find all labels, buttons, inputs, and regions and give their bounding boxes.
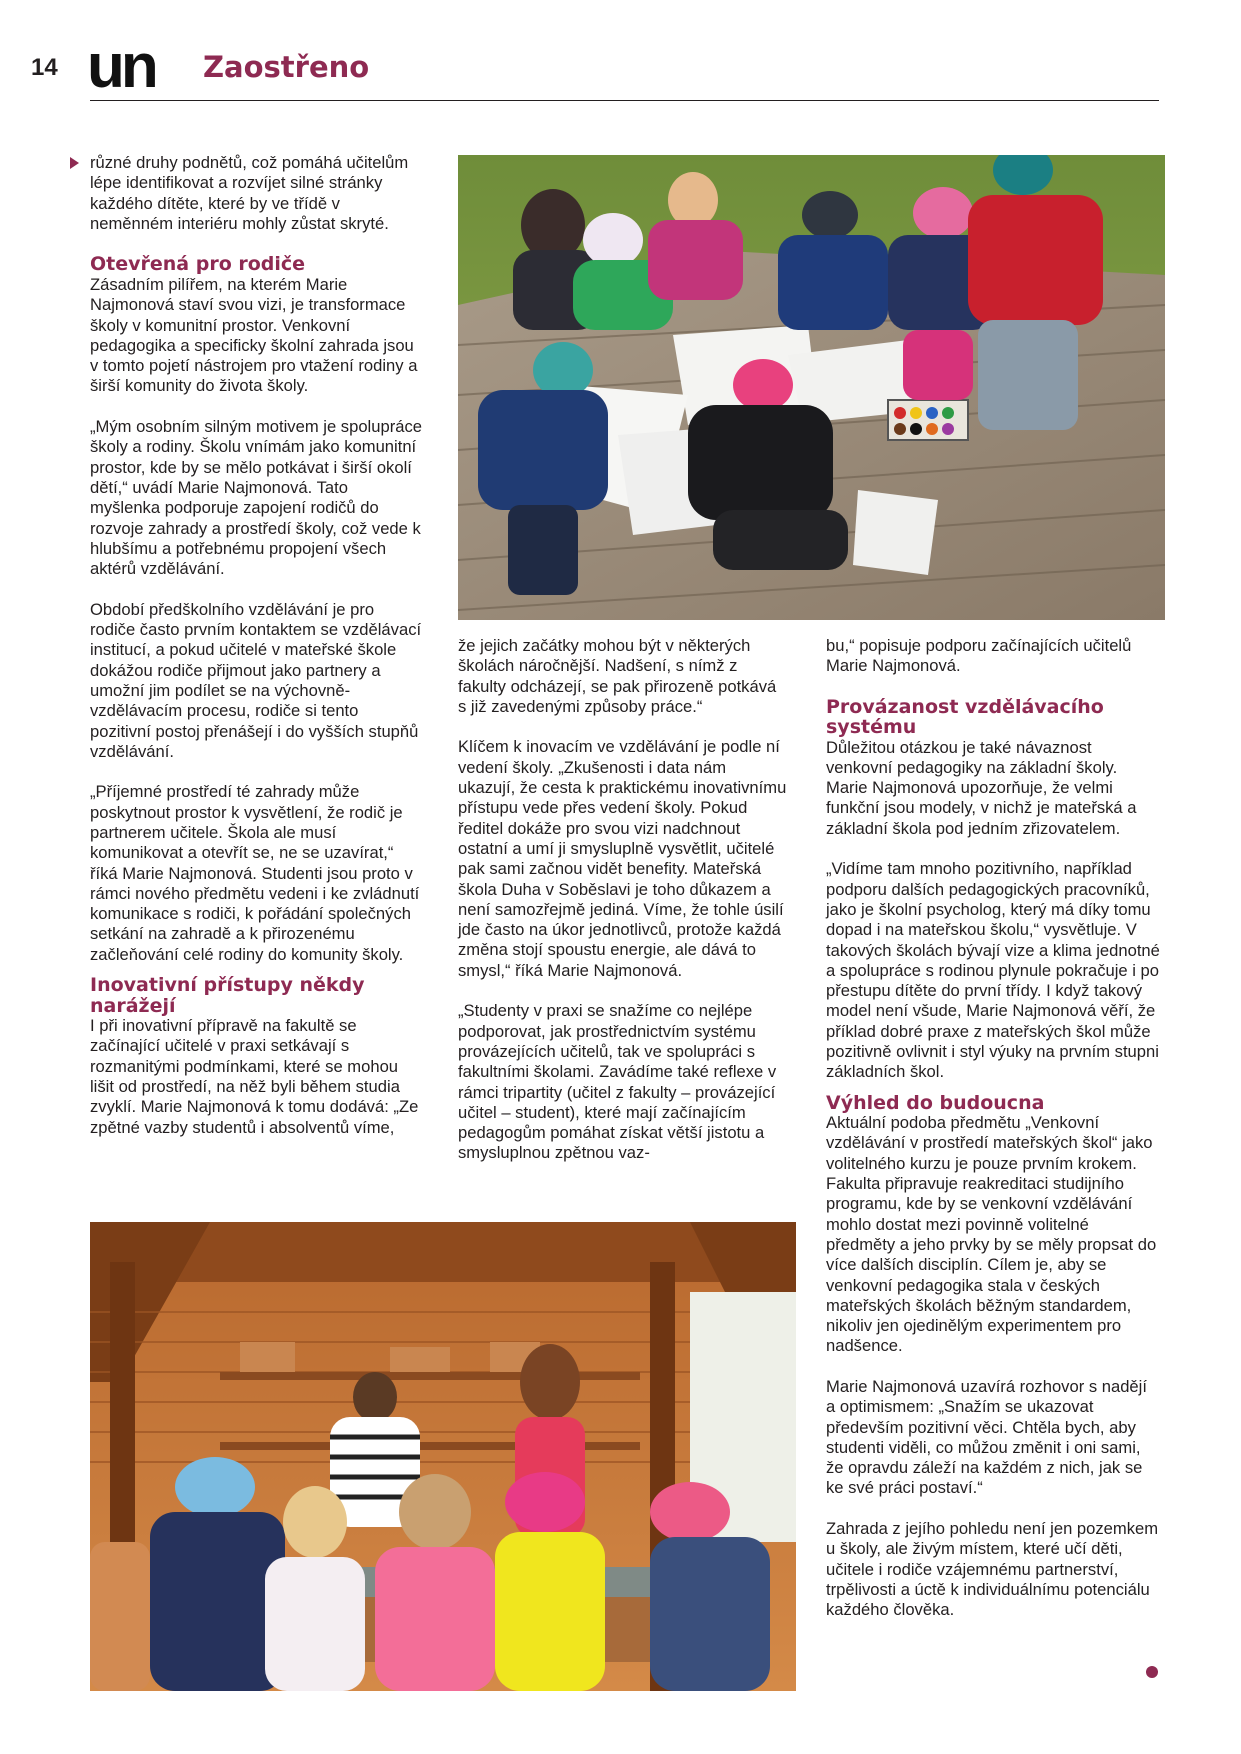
paragraph: různé druhy podnětů, což pomáhá učitelům lépe identifikovat a rozvíjet silné stránky každého dítěte, které by ve třídě v neměnném interiéru mohly zůstat skryté. xyxy=(90,153,409,233)
photo-children-painting-on-deck xyxy=(458,155,1165,620)
continuation-arrow-icon xyxy=(70,157,79,169)
paragraph: Zásadním pilířem, na kterém Marie Najmonová staví svou vizi, je transformace školy v komunitní prostor. Venkovní pedagogika a specificky školní zahrada jsou v tomto pojetí nástrojem pro vtažení rodiny a širší komunity do života školy. xyxy=(90,274,418,396)
paragraph: Důležitou otázkou je také návaznost venkovní pedagogiky na základní školy. Marie Najmonová upozorňuje, že velmi funkční jsou modely, v nichž je mateřská a základní škola pod jedním zřizovatelem. xyxy=(826,737,1137,838)
paragraph: „Studenty v praxi se snažíme co nejlépe podporovat, jak prostřednictvím systému provázejících učitelů, tak ve spolupráci s fakultními školami. Zavádíme také reflexe v rámci tripartity (učitel z fakulty – provázející učitel – student), které mají začínajícím pedagogům pomáhat získat větší jistotu a smysluplnou zpětnou vaz- xyxy=(458,1001,777,1163)
paragraph: bu,“ popisuje podporu začínajících učitelů Marie Najmonová. xyxy=(826,636,1132,676)
page-header xyxy=(31,32,1159,102)
paragraph: Klíčem k inovacím ve vzdělávání je podle ní vedení školy. „Zkušenosti i data nám ukazují, že cesta k praktickému inovativnímu přístupu vede přes vedení školy. Pokud ředitel dokáže pro svou vizi nadchnout ostatní a umí ji smysluplně vysvětlit, učitelé pak sami začnou vidět benefity. Mateřská škola Duha v Soběslavi je toho důkazem a není samozřejmě jediná. Víme, že tohle úsilí jde často na úkor jednotlivců, protože každá změna stojí spoustu energie, ale dává to smysl,“ říká Marie Najmonová. xyxy=(458,737,787,980)
photo-garden-workshop-illustration xyxy=(90,1222,796,1691)
paragraph: že jejich začátky mohou být v některých školách náročnější. Nadšení, s nímž z fakulty odcházejí, se pak přirozeně potkává s již zavedenými způsoby práce.“ xyxy=(458,636,777,716)
column-3 xyxy=(826,636,1160,1621)
paragraph: Marie Najmonová uzavírá rozhovor s nadějí a optimismem: „Snažím se ukazovat především pozitivní věci. Chtěla bych, aby studenti viděli, co můžou změnit i oni sami, že opravdu záleží na každém z nich, jak se ke své práci postaví.“ xyxy=(826,1377,1147,1498)
paragraph: „Příjemné prostředí té zahrady může poskytnout prostor k vysvětlení, že rodič je partnerem učitele. Škola ale musí komunikovat a otevřít se, ne se uzavírat,“ říká Marie Najmonová. Studenti jsou proto v rámci nového předmětu vedeni i ke zvládnutí komunikace s rodiči, k pořádání společných setkání na zahradě a k přirozenému začleňování celé rodiny do komunity školy. xyxy=(90,782,420,964)
magazine-logo: un xyxy=(87,32,155,101)
page-number: 14 xyxy=(31,54,58,81)
header-rule xyxy=(90,100,1159,101)
article-end-dot xyxy=(1146,1666,1158,1678)
column-2 xyxy=(458,636,787,1164)
subheading-system-interconnection: Provázanost vzdělávacího systému xyxy=(826,695,1104,739)
paragraph: „Mým osobním silným motivem je spolupráce školy a rodiny. Školu vnímám jako komunitní prostor, kde by se mělo potkávat i širší okolí dětí,“ uvádí Marie Najmonová. Tato myšlenka podporuje zapojení rodičů do rozvoje zahrady a prostředí školy, což vede k hlubšímu a potřebnému propojení všech aktérů vzdělávání. xyxy=(90,417,422,579)
subheading-innovative-approaches: Inovativní přístupy někdy narážejí xyxy=(90,974,365,1017)
paragraph: Zahrada z jejího pohledu není jen pozemkem u školy, ale živým místem, které učí děti, učitele i rodiče vzájemnému partnerství, trpělivosti a úctě k individuálnímu potenciálu každého člověka. xyxy=(826,1519,1159,1620)
photo-garden-workshop xyxy=(90,1222,796,1691)
photo-children-painting-illustration xyxy=(458,155,1165,620)
subheading-future-outlook: Výhled do budoucna xyxy=(826,1091,1045,1114)
column-1 xyxy=(90,153,422,1138)
paragraph: I při inovativní přípravě na fakultě se začínající učitelé v praxi setkávají s rozmanitými podmínkami, které se mohou lišit od prostředí, na něž byli během studia zvyklí. Marie Najmonová k tomu dodává: „Ze zpětné vazby studentů i absolventů víme, xyxy=(90,1016,419,1137)
section-title: Zaostřeno xyxy=(203,50,370,84)
paragraph: Období předškolního vzdělávání je pro rodiče často prvním kontaktem se vzdělávací institucí, a pokud učitelé v mateřské škole dokážou rodiče přijmout jako partnery a umožní jim podílet se na výchovně-vzdělávacím procesu, rodiče si tento pozitivní postoj přenášejí i do vyšších stupňů vzdělávání. xyxy=(90,599,422,761)
paragraph: Aktuální podoba předmětu „Venkovní vzdělávání v prostředí mateřských škol“ jako volitelného kurzu je pouze prvním krokem. Fakulta připravuje reakreditaci studijního programu, kde by se venkovní vzdělávání mohlo dostat mezi povinně volitelné předměty a jeho prvky by se měly propsat do více dalších disciplín. Cílem je, aby se venkovní pedagogika stala v českých mateřských školách běžným standardem, nikoliv jen ojedinělým experimentem pro nadšence. xyxy=(826,1113,1157,1356)
subheading-open-for-parents: Otevřená pro rodiče xyxy=(90,253,306,276)
paragraph: „Vidíme tam mnoho pozitivního, například podporu dalších pedagogických pracovníků, jako je školní psycholog, který má díky tomu dopad i na mateřskou školu,“ vysvětluje. V takových školách bývají vize a klima jednotné a spolupráce s rodinou plynule pokračuje i po přestupu dítěte do první třídy. I když takový model není všude, Marie Najmonová věří, že příklad dobré praxe z mateřských škol může pozitivně ovlivnit i styl výuky na prvním stupni základních škol. xyxy=(826,859,1160,1082)
